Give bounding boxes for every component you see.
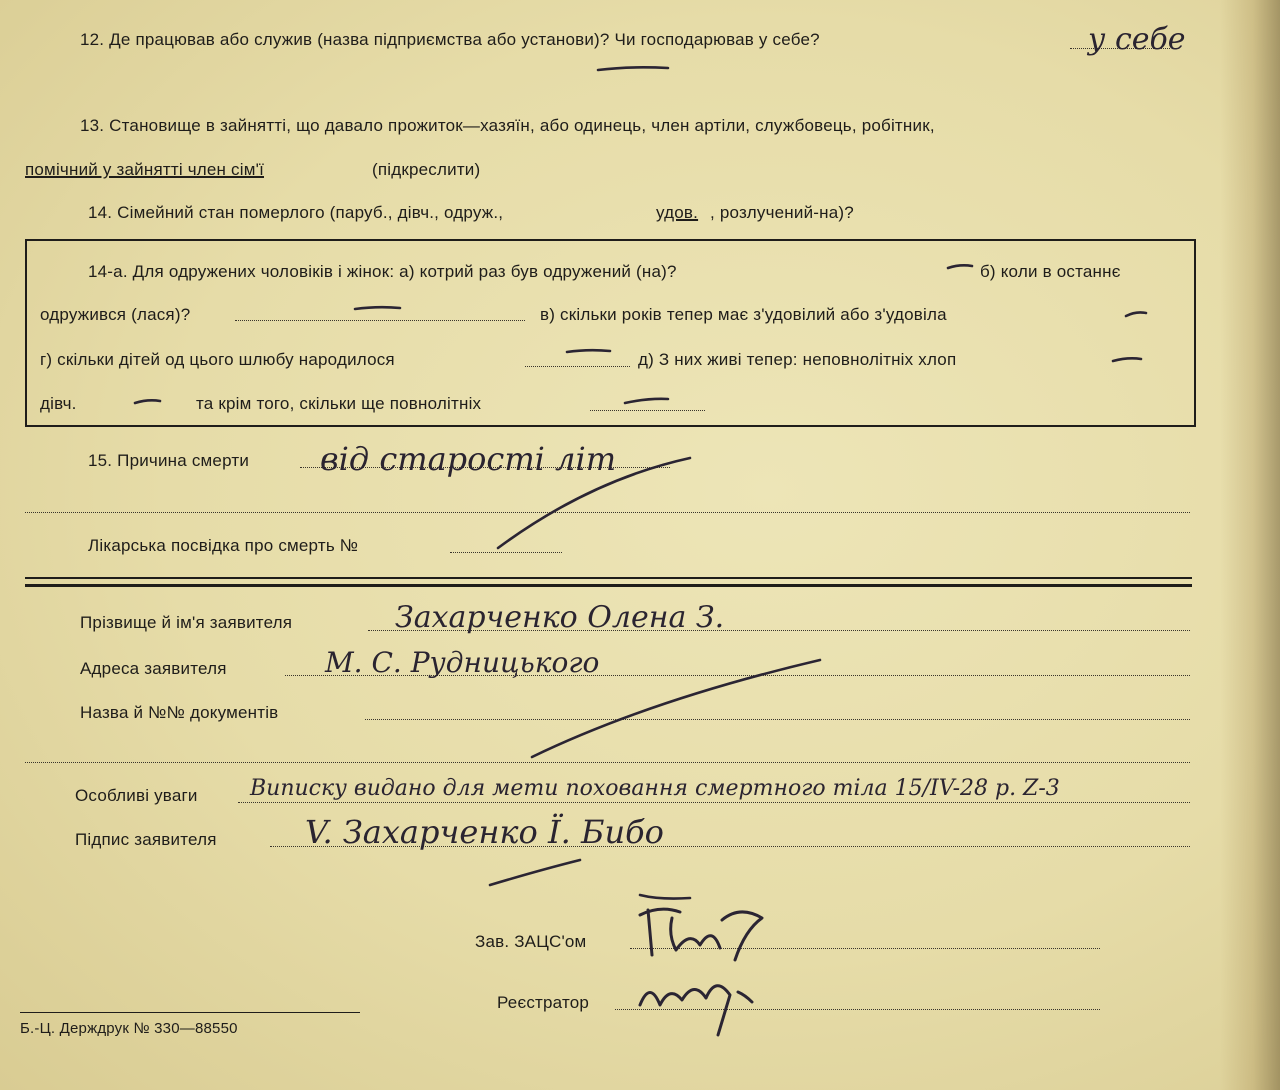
dash-mark-14a-7 bbox=[625, 399, 668, 403]
head-of-registry-label: Зав. ЗАЦС'ом bbox=[475, 932, 587, 951]
question-14a-line3b: д) З них живі тепер: неповнолітніх хлоп bbox=[638, 350, 957, 369]
signature-flourish bbox=[640, 895, 690, 899]
question-13-line1: 13. Становище в зайнятті, що давало прожиток—хазяїн, або одинець, член артіли, службовець, робітник, bbox=[80, 116, 935, 135]
applicant-name-label: Прізвище й ім'я заявителя bbox=[80, 613, 293, 632]
dash-mark-14a-1 bbox=[948, 265, 972, 268]
question-14-underlined-choice: удов. bbox=[656, 203, 699, 222]
documents-label: Назва й №№ документів bbox=[80, 703, 279, 722]
applicant-address-label: Адреса заявителя bbox=[80, 659, 227, 678]
question-14a-line1b: б) коли в останнє bbox=[980, 262, 1121, 281]
question-14a-line3a: г) скільки дітей од цього шлюбу народилося bbox=[40, 350, 395, 369]
signature-tail-stroke bbox=[490, 860, 580, 885]
dash-mark-14a-6 bbox=[135, 400, 160, 403]
answer-15-cause-of-death: від старості літ bbox=[320, 440, 617, 478]
dash-mark-14a-3 bbox=[1126, 312, 1146, 316]
cross-out-stroke-applicant bbox=[532, 660, 820, 757]
question-14a-line4a: дівч. bbox=[40, 394, 77, 413]
question-14a-line2a: одружився (лася)? bbox=[40, 305, 191, 324]
question-14-prefix: 14. Сімейний стан померлого (паруб., дівч., одруж., bbox=[88, 203, 504, 222]
dash-mark-14a-2 bbox=[355, 307, 400, 309]
question-13-underlined-choice: помічний у зайнятті член сім'ї bbox=[25, 160, 264, 179]
applicant-address-value: М. С. Рудницького bbox=[325, 646, 600, 679]
registrar-label: Реєстратор bbox=[497, 993, 590, 1012]
question-14a-line2b: в) скільки років тепер має з'удовілий або з'удовіла bbox=[540, 305, 947, 324]
question-13-line2: (підкреслити) bbox=[372, 160, 481, 179]
printer-imprint: Б.-Ц. Держдрук № 330—88550 bbox=[20, 1020, 238, 1037]
remarks-value: Виписку видано для мети поховання смертного тіла 15/IV-28 р. Z-3 bbox=[250, 776, 1060, 801]
cross-out-stroke-15 bbox=[498, 458, 690, 548]
dash-mark-14a-5 bbox=[1113, 358, 1141, 361]
dash-mark-12 bbox=[598, 67, 668, 70]
question-14a-line1a: 14-а. Для одружених чоловіків і жінок: а) котрий раз був одружений (на)? bbox=[88, 262, 677, 281]
applicant-name-value: Захарченко Олена З. bbox=[395, 600, 725, 635]
question-14-suffix: , розлучений-на)? bbox=[710, 203, 854, 222]
medical-certificate-label: Лікарська посвідка про смерть № bbox=[88, 536, 359, 555]
question-14a-line4b: та крім того, скільки ще повнолітніх bbox=[196, 394, 482, 413]
head-of-registry-signature bbox=[640, 909, 762, 960]
dash-mark-14a-4 bbox=[567, 350, 610, 352]
applicant-signature: V. Захарченко Ї. Бибо bbox=[305, 813, 664, 851]
question-12: 12. Де працював або служив (назва підприємства або установи)? Чи господарював у себе? bbox=[80, 30, 820, 49]
question-15-label: 15. Причина смерти bbox=[88, 451, 250, 470]
answer-12: у себе bbox=[1088, 22, 1186, 57]
signature-label: Підпис заявителя bbox=[75, 830, 217, 849]
remarks-label: Особливі уваги bbox=[75, 786, 198, 805]
registrar-signature bbox=[640, 986, 752, 1035]
